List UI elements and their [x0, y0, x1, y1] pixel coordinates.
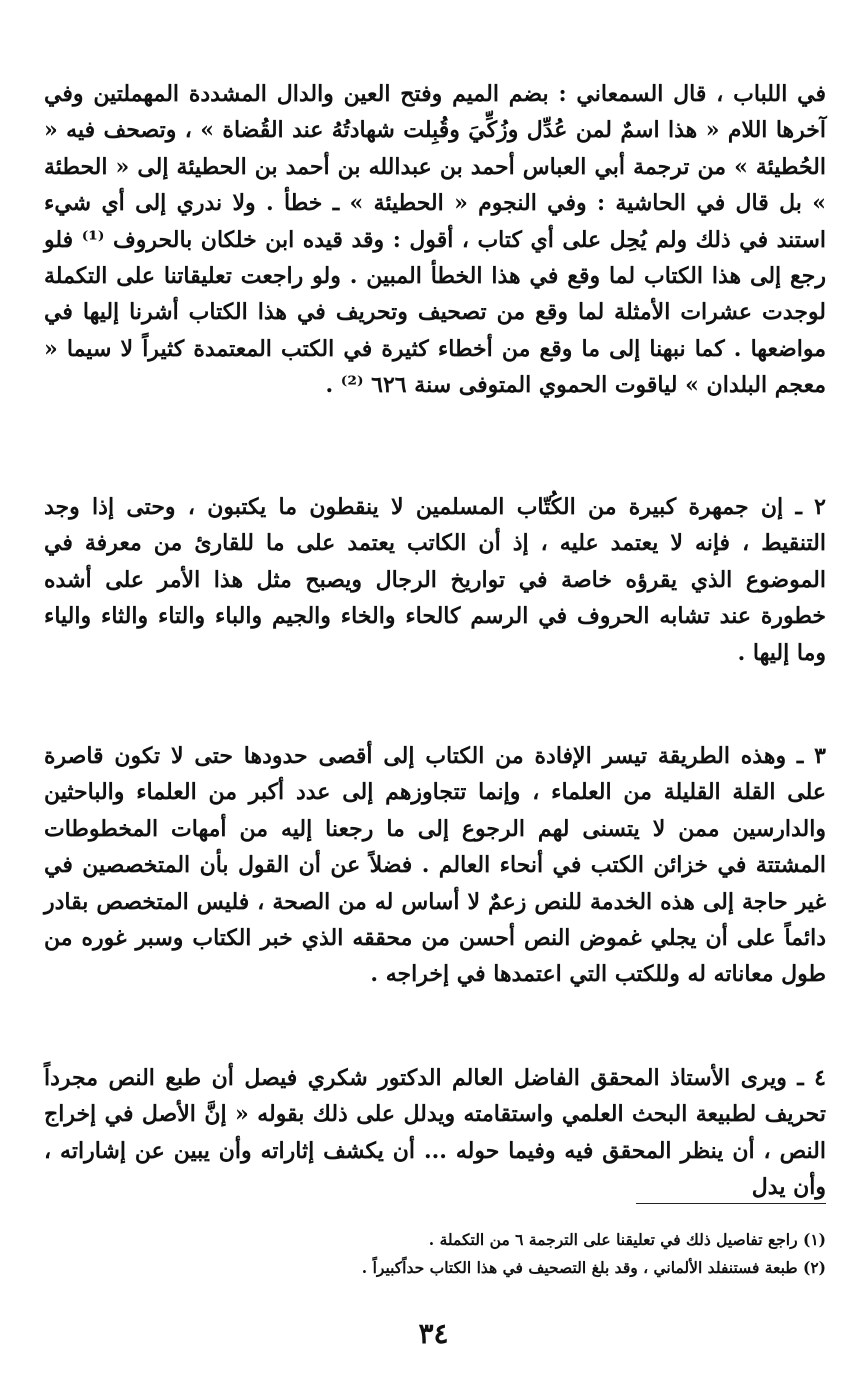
- paragraph-point-4: ٤ ـ ويرى الأستاذ المحقق الفاضل العالم الدكتور شكري فيصل أن طبع النص مجرداً تحريف لطبيعة البحث العلمي واستقامته ويدلل على ذلك بقوله « إنَّ الأصل في إخراج النص ، أن ينظر المحقق فيه وفيما حوله ... أن يكشف إثاراته وأن يبين عن إشاراته ، وأن يدل: [44, 1065, 826, 1201]
- page-number: ٣٤: [418, 1317, 449, 1350]
- footnote-divider: [636, 1203, 826, 1204]
- paragraph-continuation: في اللباب ، قال السمعاني : بضم الميم وفتح العين والدال المشددة المهملتين وفي آخرها اللام « هذا اسمٌ لمن عُدِّل وزُكِّيَ وقُبِلت شهادتُهُ عند القُضاة » ، وتصحف فيه « الحُطيئة » من ترجمة أبي العباس أحمد بن عبدالله بن أحمد بن الحطيئة إلى « الحطئة » بل قال في الحاشية : وفي النجوم « الحطيئة » ـ خطأ . ولا ندري إلى أي شيء استند في ذلك ولم يُحِل على أي كتاب ، أقول : وقد قيده ابن خلكان بالحروف ⁽¹⁾ فلو رجع إلى هذا الكتاب لما وقع في هذا الخطأ المبين . ولو راجعت تعليقاتنا على التكملة لوجدت عشرات الأمثلة لما وقع من تصحيف وتحريف في هذا الكتاب أشرنا إليها في مواضعها . كما نبهنا إلى ما وقع من أخطاء كثيرة في الكتب المعتمدة كثيراً لا سيما « معجم البلدان » لياقوت الحموي المتوفى سنة ٦٢٦ ⁽²⁾ .: [44, 81, 827, 399]
- paragraph-point-2: ٢ ـ إن جمهرة كبيرة من الكُتّاب المسلمين لا ينقطون ما يكتبون ، وحتى إذا وجد التنقيط ، فإنه لا يعتمد عليه ، إذ أن الكاتب يعتمد على ما للقارئ من معرفة في الموضوع الذي يقرؤه خاصة في تواريخ الرجال ويصبح مثل هذا الأمر على أشده خطورة عند تشابه الحروف في الرسم كالحاء والخاء والجيم والباء والتاء والثاء والياء وما إليها .: [44, 494, 826, 666]
- paragraph-point-3: ٣ ـ وهذه الطريقة تيسر الإفادة من الكتاب إلى أقصى حدودها حتى لا تكون قاصرة على القلة القليلة من العلماء ، وإنما تتجاوزهم إلى عدد أكبر من العلماء والباحثين والدارسين ممن لا يتسنى لهم الرجوع إلى ما رجعنا إليه من أمهات المخطوطات المشتتة في خزائن الكتب في أنحاء العالم . فضلاً عن أن القول بأن المتخصصين في غير حاجة إلى هذه الخدمة للنص زعمٌ لا أساس له من الصحة ، فليس المتخصص بقادر دائماً على أن يجلي غموض النص أحسن من محققه الذي خبر الكتاب وسبر غوره من طول معاناته له وللكتب التي اعتمدها في إخراجه .: [44, 743, 826, 988]
- footnotes: [44, 1226, 826, 1282]
- footnote-1: (١) راجع تفاصيل ذلك في تعليقنا على الترجمة ٦ من التكملة .: [428, 1230, 826, 1249]
- footnote-2: (٢) طبعة فستنفلد الألماني ، وقد بلغ التصحيف في هذا الكتاب حداًكبيراً .: [361, 1258, 826, 1277]
